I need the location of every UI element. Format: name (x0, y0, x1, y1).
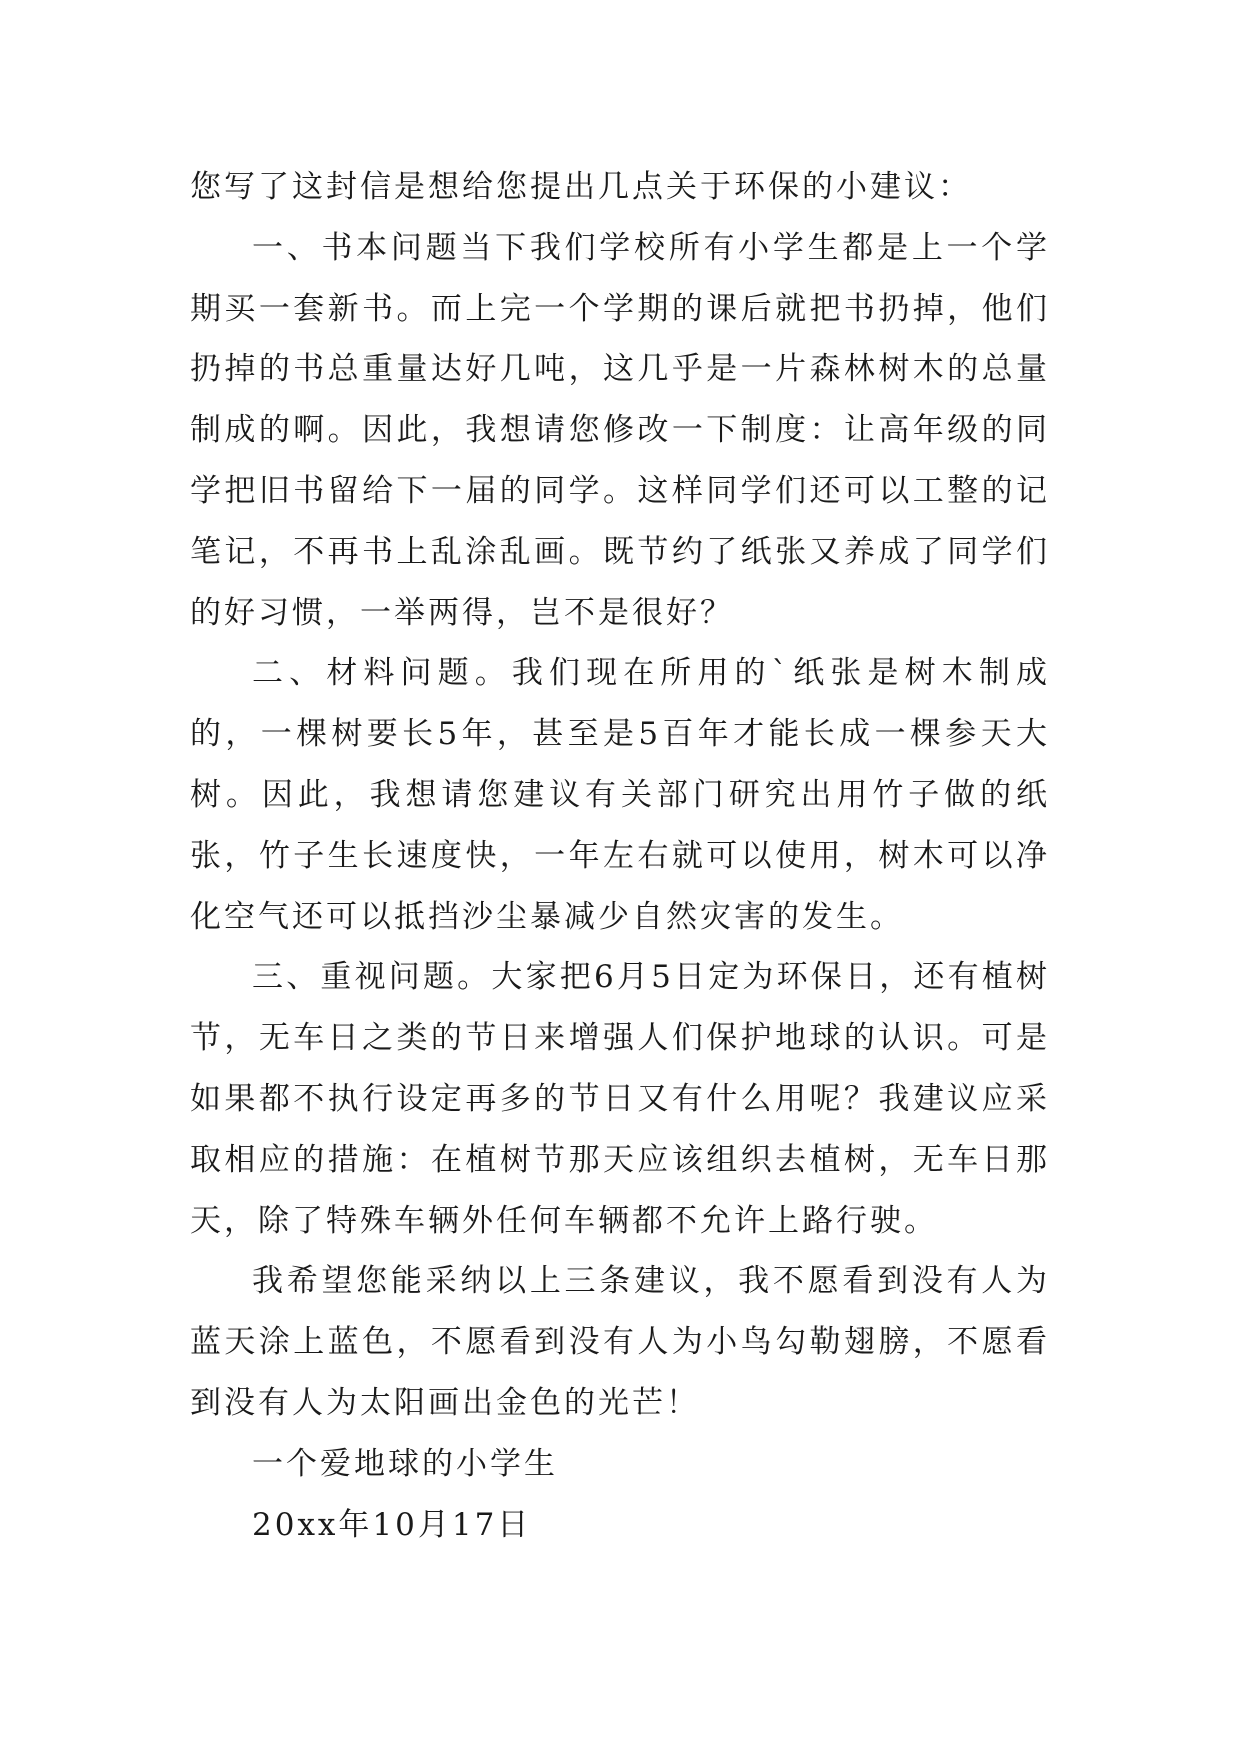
signature: 一个爱地球的小学生 (252, 1445, 558, 1482)
date: 20xx年10月17日 (252, 1506, 532, 1543)
paragraph-intro: 您写了这封信是想给您提出几点关于环保的小建议： (190, 169, 972, 205)
paragraph-material-issue: 二、材料问题。我们现在所用的`纸张是树木制成的，一棵树要长5年，甚至是5百年才能长成一棵参天大树。因此，我想请您建议有关部门研究出用竹子做的纸张，竹子生长速度快，一年左右就可以使用，树木可以净化空气还可以抵挡沙尘暴减少自然灾害的发生。 (190, 655, 1050, 935)
paragraph-closing: 我希望您能采纳以上三条建议，我不愿看到没有人为蓝天涂上蓝色，不愿看到没有人为小鸟勾勒翅膀，不愿看到没有人为太阳画出金色的光芒！ (190, 1263, 1050, 1421)
letter-body (190, 157, 1050, 1555)
paragraph-attention-issue: 三、重视问题。大家把6月5日定为环保日，还有植树节，无车日之类的节日来增强人们保护地球的认识。可是如果都不执行设定再多的节日又有什么用呢？我建议应采取相应的措施：在植树节那天应该组织去植树，无车日那天，除了特殊车辆外任何车辆都不允许上路行驶。 (190, 959, 1050, 1239)
paragraph-book-issue: 一、书本问题当下我们学校所有小学生都是上一个学期买一套新书。而上完一个学期的课后就把书扔掉，他们扔掉的书总重量达好几吨，这几乎是一片森林树木的总量制成的啊。因此，我想请您修改一下制度：让高年级的同学把旧书留给下一届的同学。这样同学们还可以工整的记笔记，不再书上乱涂乱画。既节约了纸张又养成了同学们的好习惯，一举两得，岂不是很好？ (190, 229, 1050, 631)
